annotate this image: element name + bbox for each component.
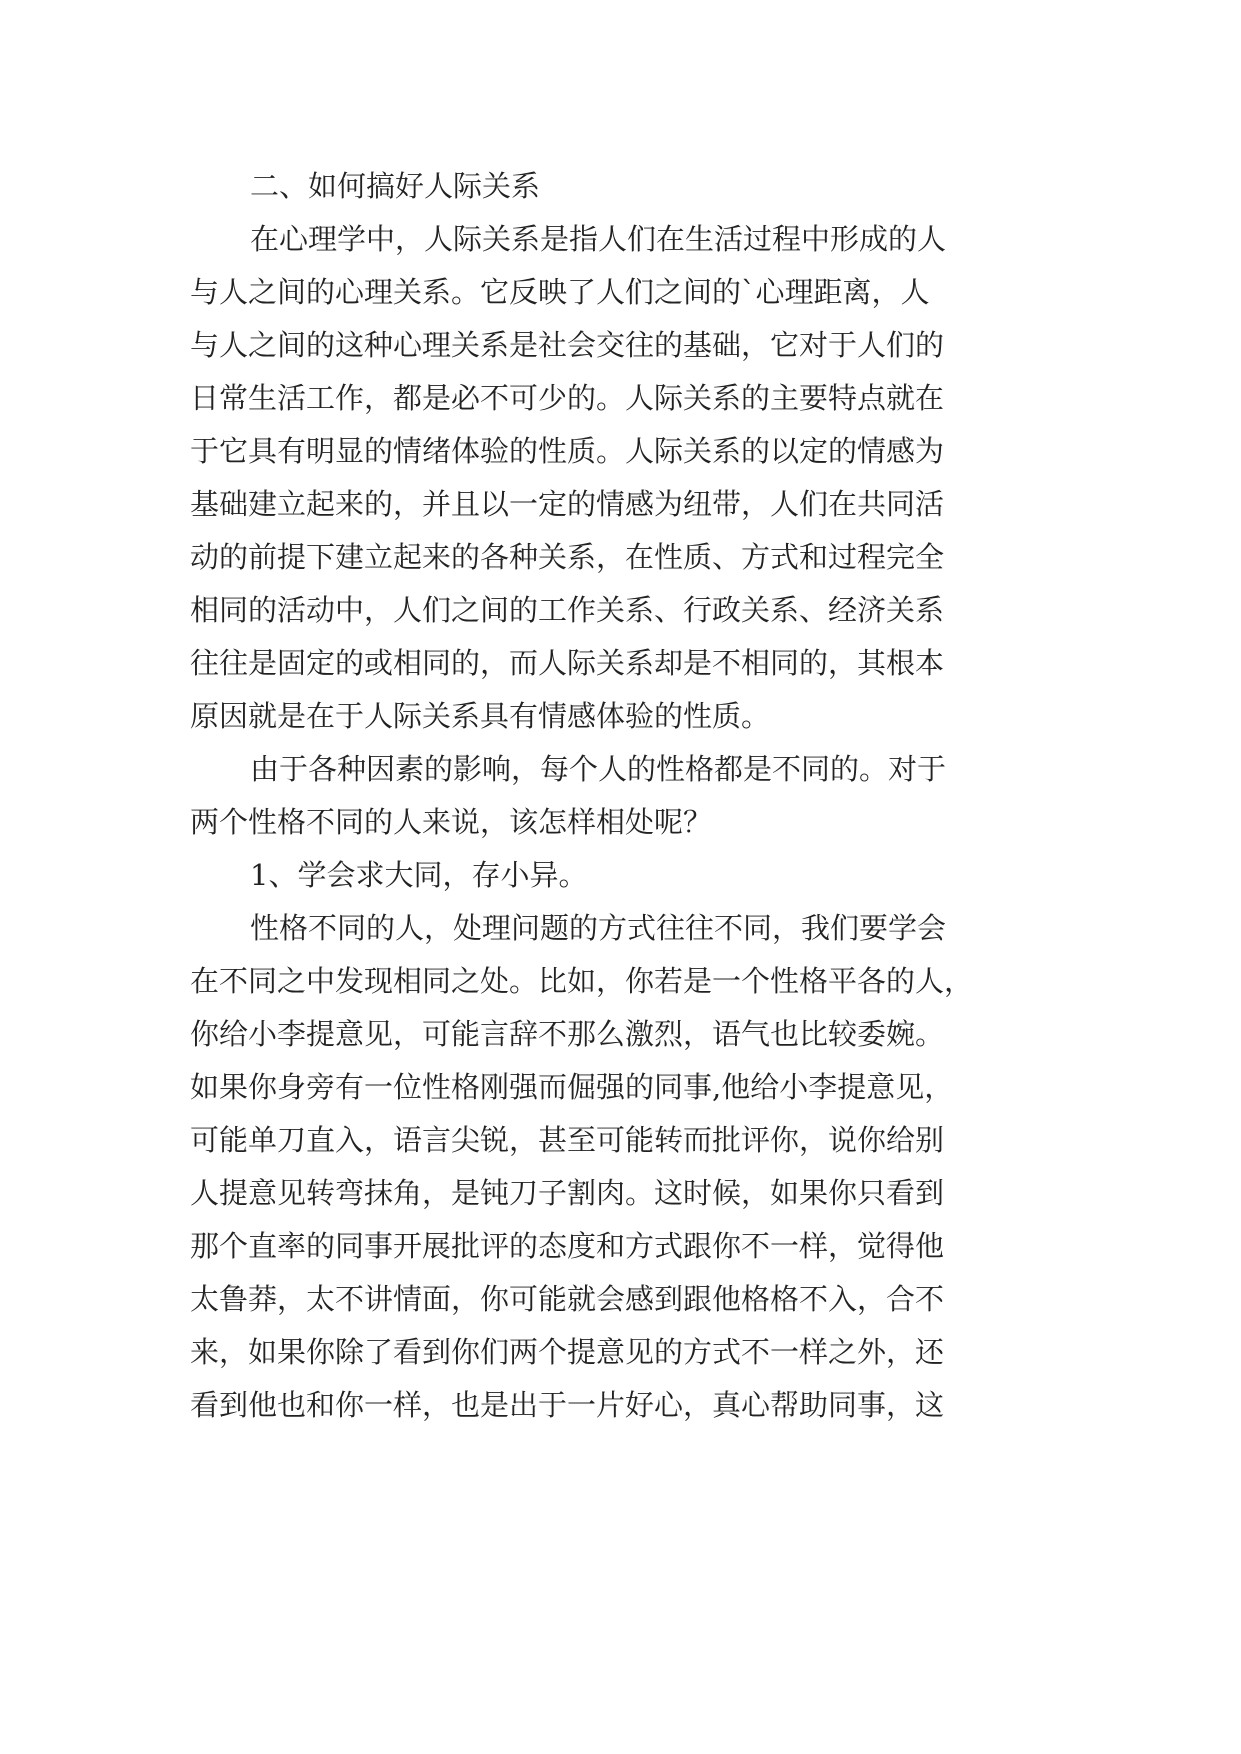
subheading-1: 1、学会求大同，存小异。 xyxy=(250,858,588,892)
paragraph-line: 与人之间的这种心理关系是社会交往的基础，它对于人们的 xyxy=(190,328,945,362)
paragraph-line: 相同的活动中，人们之间的工作关系、行政关系、经济关系 xyxy=(190,593,945,627)
paragraph-line: 动的前提下建立起来的各种关系，在性质、方式和过程完全 xyxy=(190,540,945,574)
paragraph-line: 于它具有明显的情绪体验的性质。人际关系的以定的情感为 xyxy=(190,434,945,468)
paragraph-line: 在心理学中，人际关系是指人们在生活过程中形成的人 xyxy=(250,222,947,256)
paragraph-line: 太鲁莽，太不讲情面，你可能就会感到跟他格格不入，合不 xyxy=(190,1282,945,1316)
paragraph-line: 两个性格不同的人来说，该怎样相处呢？ xyxy=(190,805,713,839)
section-heading: 二、如何搞好人际关系 xyxy=(250,169,541,203)
paragraph-line: 基础建立起来的，并且以一定的情感为纽带，人们在共同活 xyxy=(190,487,945,521)
paragraph-line: 日常生活工作，都是必不可少的。人际关系的主要特点就在 xyxy=(190,381,945,415)
paragraph-line: 你给小李提意见，可能言辞不那么激烈，语气也比较委婉。 xyxy=(190,1017,945,1051)
paragraph-line: 与人之间的心理关系。它反映了人们之间的`心理距离，人 xyxy=(190,275,930,309)
paragraph-line: 在不同之中发现相同之处。比如，你若是一个性格平各的人， xyxy=(190,964,974,998)
paragraph-line: 来，如果你除了看到你们两个提意见的方式不一样之外，还 xyxy=(190,1335,945,1369)
paragraph-personality-question xyxy=(190,743,1055,849)
paragraph-line: 那个直率的同事开展批评的态度和方式跟你不一样，觉得他 xyxy=(190,1229,945,1263)
paragraph-line: 性格不同的人，处理问题的方式往往不同，我们要学会 xyxy=(250,911,947,945)
paragraph-line: 人提意见转弯抹角，是钝刀子割肉。这时候，如果你只看到 xyxy=(190,1176,945,1210)
paragraph-interpersonal-definition xyxy=(190,213,1055,743)
paragraph-line: 如果你身旁有一位性格刚强而倔强的同事,他给小李提意见， xyxy=(190,1070,954,1104)
paragraph-line: 往往是固定的或相同的，而人际关系却是不相同的，其根本 xyxy=(190,646,945,680)
paragraph-line: 可能单刀直入，语言尖锐，甚至可能转而批评你，说你给别 xyxy=(190,1123,945,1157)
document-body xyxy=(190,160,1055,1432)
paragraph-line: 由于各种因素的影响，每个人的性格都是不同的。对于 xyxy=(250,752,947,786)
paragraph-personality-example xyxy=(190,902,1055,1432)
paragraph-line: 原因就是在于人际关系具有情感体验的性质。 xyxy=(190,699,771,733)
paragraph-line: 看到他也和你一样，也是出于一片好心，真心帮助同事，这 xyxy=(190,1388,945,1422)
